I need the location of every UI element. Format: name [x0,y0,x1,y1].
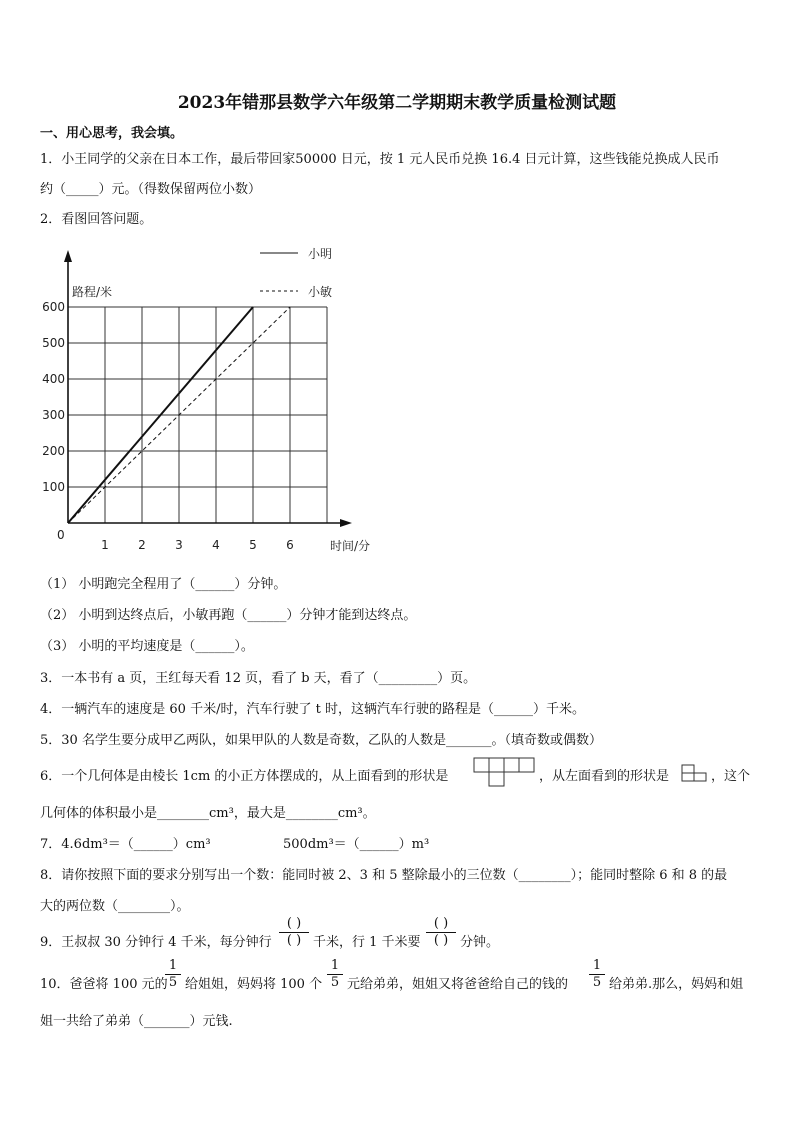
question-7-part1: 7．4.6dm³＝（______）cm³ [40,837,211,852]
question-10-fraction-1 [165,958,181,991]
left-view-figure-icon [681,764,709,782]
fraction-denominator: 5 [330,975,340,990]
question-6-part1: 6．一个几何体是由棱长 1cm 的小正方体摆成的，从上面看到的形状是 [40,769,449,784]
legend-label: 小明 [308,247,333,261]
question-4: 4．一辆汽车的速度是 60 千米/时，汽车行驶了 t 时，这辆汽车行驶的路程是（______）千米。 [40,702,585,717]
question-8-line2: 大的两位数（________）。 [40,899,190,914]
question-2-sub1: （1） 小明跑完全程用了（______）分钟。 [40,577,287,592]
fraction-numerator: 1 [168,958,178,973]
question-7-part2: 500dm³＝（______）m³ [283,837,430,852]
x-tick-label: 1 [101,538,109,552]
y-axis-arrow [64,250,72,262]
question-5: 5．30 名学生要分成甲乙两队，如果甲队的人数是奇数，乙队的人数是_______。（填奇数或偶数） [40,733,602,748]
question-9-part1: 9．王叔叔 30 分钟行 4 千米，每分钟行 [40,935,272,950]
y-axis-label: 路程/米 [72,285,113,299]
question-10-fraction-2 [327,958,343,991]
question-6-line2: 几何体的体积最小是________cm³，最大是________cm³。 [40,806,376,821]
x-tick-label: 3 [175,538,183,552]
question-9-part3: 分钟。 [460,935,500,950]
question-3: 3．一本书有 a 页，王红每天看 12 页，看了 b 天，看了（_________）页。 [40,671,477,686]
question-10-part1: 10．爸爸将 100 元的 [40,977,168,992]
question-2-sub3: （3） 小明的平均速度是（______）。 [40,639,254,654]
fraction-denominator: 5 [168,975,178,990]
question-2-stem: 2．看图回答问题。 [40,212,153,227]
fraction-denominator: ( ) [286,933,302,948]
section-heading: 一、用心思考，我会填。 [40,126,184,141]
fraction-denominator: ( ) [433,933,449,948]
x-tick-label: 4 [212,538,220,552]
fraction-numerator: 1 [330,958,340,973]
top-view-figure-icon [473,757,537,787]
fraction-numerator: ( ) [286,916,302,931]
x-tick-label: 5 [249,538,257,552]
question-6-part2: ，从左面看到的形状是 [539,769,670,784]
fraction-denominator: 5 [592,975,602,990]
question-10-part3: 元给弟弟，姐姐又将爸爸给自己的钱的 [347,977,569,992]
question-1-line2: 约（_____）元。（得数保留两位小数） [40,182,262,197]
y-tick-label: 100 [42,480,65,494]
question-10-part4: 给弟弟.那么，妈妈和姐 [609,977,744,992]
page-title: 2023年错那县数学六年级第二学期期末教学质量检测试题 [177,93,617,113]
chart-legend [260,247,332,299]
distance-time-chart [30,238,400,558]
y-tick-label: 600 [42,300,65,314]
question-10-part2: 给姐姐，妈妈将 100 个 [185,977,323,992]
x-tick-label: 6 [286,538,294,552]
fraction-numerator: ( ) [433,916,449,931]
question-8-line1: 8．请你按照下面的要求分别写出一个数：能同时被 2、3 和 5 整除最小的三位数（________）；能同时整除 6 和 8 的最 [40,868,728,883]
question-10-line2: 姐一共给了弟弟（_______）元钱. [40,1014,233,1029]
legend-label: 小敏 [308,285,333,299]
origin-label: 0 [57,528,65,542]
question-9-part2: 千米，行 1 千米要 [313,935,421,950]
question-9-fraction-2 [426,916,456,949]
question-2-sub2: （2） 小明到达终点后，小敏再跑（______）分钟才能到达终点。 [40,608,417,623]
question-1-line1: 1．小王同学的父亲在日本工作，最后带回家50000 日元，按 1 元人民币兑换 16.4 日元计算，这些钱能兑换成人民币 [40,152,720,167]
chart-grid [68,307,327,523]
y-tick-label: 200 [42,444,65,458]
y-tick-label: 300 [42,408,65,422]
y-tick-label: 400 [42,372,65,386]
y-tick-label: 500 [42,336,65,350]
fraction-numerator: 1 [592,958,602,973]
chart-tick-labels [42,300,294,552]
question-6-part3: ，这个 [711,769,751,784]
question-9-fraction-1 [279,916,309,949]
x-tick-label: 2 [138,538,146,552]
x-axis-label: 时间/分 [330,539,371,553]
x-axis-arrow [340,519,352,527]
question-10-fraction-3 [589,958,605,991]
